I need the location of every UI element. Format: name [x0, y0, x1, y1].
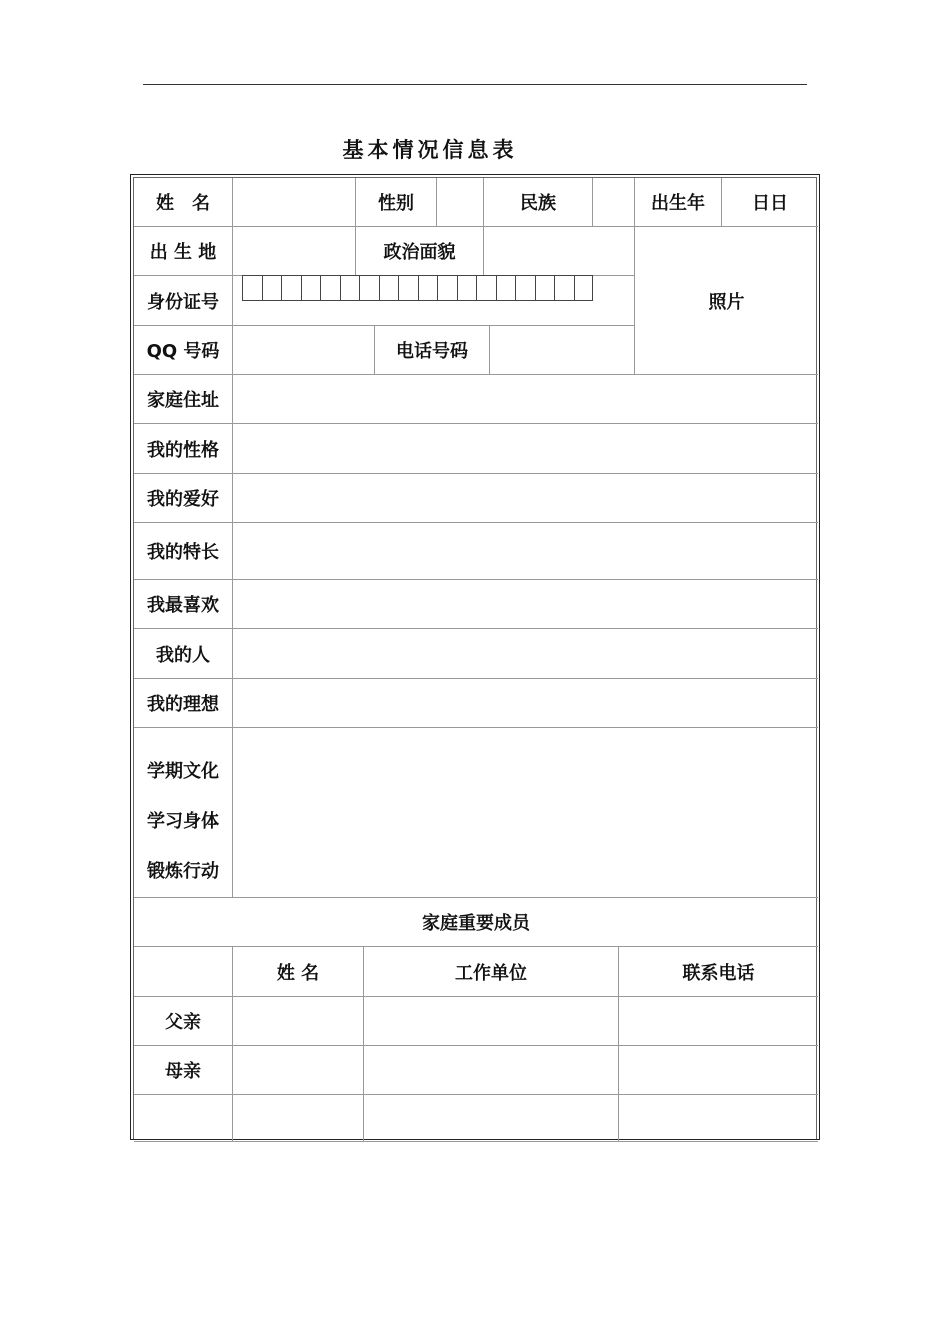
political-status-label: 政治面貌: [356, 227, 484, 276]
family-relation-mother: 母亲: [134, 1046, 233, 1095]
mother-phone-field[interactable]: [619, 1046, 818, 1095]
name-field[interactable]: [233, 178, 356, 227]
id-digit-box[interactable]: [301, 275, 321, 301]
id-digit-box[interactable]: [359, 275, 379, 301]
birthplace-label: 出 生 地: [134, 227, 233, 276]
hobbies-label: 我的爱好: [134, 474, 233, 523]
form-grid: [133, 177, 817, 1139]
birth-day-label: 日日: [722, 178, 818, 227]
qq-label: QQ 号码: [134, 326, 233, 375]
mother-name-field[interactable]: [233, 1046, 364, 1095]
id-digit-box[interactable]: [496, 275, 516, 301]
page-title: 基本情况信息表: [342, 138, 518, 162]
id-digit-box[interactable]: [262, 275, 282, 301]
specialty-label: 我的特长: [134, 523, 233, 580]
family-section-title: 家庭重要成员: [134, 898, 818, 947]
favorite-person-label: 我的人: [134, 629, 233, 679]
specialty-field[interactable]: [233, 523, 818, 580]
personality-field[interactable]: [233, 424, 818, 474]
id-digit-box[interactable]: [398, 275, 418, 301]
semester-plan-label: [134, 728, 233, 898]
id-digit-box[interactable]: [340, 275, 360, 301]
ethnicity-field[interactable]: [593, 178, 635, 227]
id-digit-box[interactable]: [437, 275, 457, 301]
photo-box[interactable]: [635, 227, 818, 375]
id-digit-box[interactable]: [515, 275, 535, 301]
phone-label: 电话号码: [375, 326, 490, 375]
qq-field[interactable]: [233, 326, 375, 375]
photo-label: 照片: [708, 291, 745, 313]
header-rule: [143, 84, 807, 85]
phone-field[interactable]: [490, 326, 635, 375]
extra-name-field[interactable]: [233, 1095, 364, 1142]
semester-plan-field[interactable]: [233, 728, 818, 898]
info-form: [130, 174, 820, 1140]
family-header-workplace: 工作单位: [364, 947, 619, 997]
favorite-field[interactable]: [233, 580, 818, 629]
extra-phone-field[interactable]: [619, 1095, 818, 1142]
id-digit-box[interactable]: [574, 275, 594, 301]
gender-label: 性别: [356, 178, 437, 227]
address-field[interactable]: [233, 375, 818, 424]
family-header-blank: [134, 947, 233, 997]
id-digit-box[interactable]: [554, 275, 574, 301]
id-digit-box[interactable]: [320, 275, 340, 301]
ideal-field[interactable]: [233, 679, 818, 728]
id-digit-box[interactable]: [418, 275, 438, 301]
family-header-phone: 联系电话: [619, 947, 818, 997]
political-status-field[interactable]: [484, 227, 635, 276]
father-phone-field[interactable]: [619, 997, 818, 1046]
extra-workplace-field[interactable]: [364, 1095, 619, 1142]
personality-label: 我的性格: [134, 424, 233, 474]
birthplace-field[interactable]: [233, 227, 356, 276]
mother-workplace-field[interactable]: [364, 1046, 619, 1095]
id-digit-box[interactable]: [457, 275, 477, 301]
id-number-label: 身份证号: [134, 276, 233, 326]
ideal-label: 我的理想: [134, 679, 233, 728]
id-digit-box[interactable]: [476, 275, 496, 301]
gender-field[interactable]: [437, 178, 484, 227]
id-digit-box[interactable]: [281, 275, 301, 301]
id-digit-box[interactable]: [242, 275, 262, 301]
family-relation-extra[interactable]: [134, 1095, 233, 1142]
father-name-field[interactable]: [233, 997, 364, 1046]
family-relation-father: 父亲: [134, 997, 233, 1046]
semester-plan-line-1: 学期文化: [147, 760, 219, 782]
id-number-boxes[interactable]: [242, 275, 593, 301]
hobbies-field[interactable]: [233, 474, 818, 523]
family-header-name: 姓 名: [233, 947, 364, 997]
father-workplace-field[interactable]: [364, 997, 619, 1046]
favorite-person-field[interactable]: [233, 629, 818, 679]
ethnicity-label: 民族: [484, 178, 593, 227]
address-label: 家庭住址: [134, 375, 233, 424]
id-digit-box[interactable]: [535, 275, 555, 301]
birth-year-label: 出生年: [635, 178, 722, 227]
semester-plan-line-3: 锻炼行动: [147, 860, 219, 882]
name-label: 姓 名: [134, 178, 233, 227]
id-digit-box[interactable]: [379, 275, 399, 301]
favorite-label: 我最喜欢: [134, 580, 233, 629]
semester-plan-line-2: 学习身体: [147, 810, 219, 832]
